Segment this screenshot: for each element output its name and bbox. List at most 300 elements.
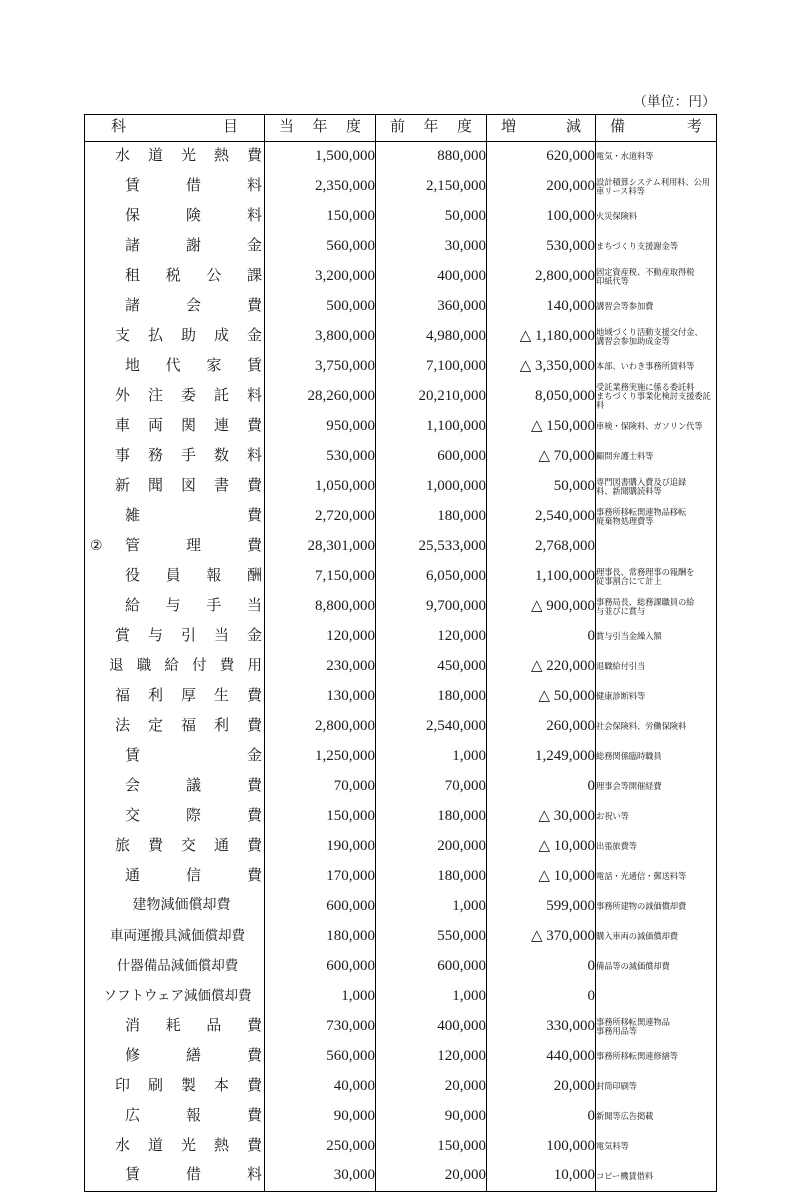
item-label: 地代家賃 <box>125 357 262 374</box>
remark-line: 事務所移転関連修繕等 <box>596 1051 678 1062</box>
remark-line: 電話・光通信・郵送料等 <box>596 871 687 882</box>
cell-previous-year: 180,000 <box>376 502 487 532</box>
table-row <box>85 142 717 172</box>
item-label: 外注委託料 <box>115 387 262 404</box>
cell-remarks <box>596 532 717 562</box>
cell-item <box>85 442 265 472</box>
table-row <box>85 1012 717 1042</box>
cell-item <box>85 622 265 652</box>
table-row <box>85 412 717 442</box>
header-previous-year <box>376 115 487 142</box>
remark-line: 廃棄物処理費等 <box>596 515 654 526</box>
cell-previous-year: 30,000 <box>376 232 487 262</box>
cell-current-year: 1,050,000 <box>265 472 376 502</box>
cell-item <box>85 202 265 232</box>
table-row <box>85 532 717 562</box>
item-label: 賞与引当金 <box>115 627 262 644</box>
cell-item <box>85 982 265 1012</box>
cell-remarks <box>596 652 717 682</box>
cell-change: 0 <box>487 952 596 982</box>
cell-item <box>85 952 265 982</box>
cell-current-year: 7,150,000 <box>265 562 376 592</box>
remark-line: 与並びに賞与 <box>596 605 646 616</box>
table-row <box>85 502 717 532</box>
cell-previous-year: 400,000 <box>376 1012 487 1042</box>
remark-line: 社会保険料、労働保険料 <box>596 721 687 732</box>
item-label: 印刷製本費 <box>115 1077 262 1094</box>
cell-current-year: 30,000 <box>265 1162 376 1192</box>
cell-item <box>85 472 265 502</box>
header-change-label: 増 減 <box>501 119 581 136</box>
table-row <box>85 1072 717 1102</box>
cell-item <box>85 412 265 442</box>
cell-remarks <box>596 1132 717 1162</box>
item-label: 退職給付費用 <box>109 657 262 674</box>
cell-current-year: 28,301,000 <box>265 532 376 562</box>
table-row <box>85 382 717 412</box>
table-row <box>85 952 717 982</box>
cell-item <box>85 1132 265 1162</box>
table-row <box>85 682 717 712</box>
cell-previous-year: 6,050,000 <box>376 562 487 592</box>
cell-previous-year: 150,000 <box>376 1132 487 1162</box>
cell-previous-year: 880,000 <box>376 142 487 172</box>
item-label: 新聞図書費 <box>115 477 262 494</box>
cell-remarks <box>596 382 717 412</box>
cell-change: 2,540,000 <box>487 502 596 532</box>
remark-line: 固定資産税、不動産取得税 <box>596 266 695 277</box>
cell-current-year: 180,000 <box>265 922 376 952</box>
cell-previous-year: 600,000 <box>376 442 487 472</box>
financial-statement-table <box>84 114 717 1192</box>
table-row <box>85 862 717 892</box>
cell-previous-year: 180,000 <box>376 802 487 832</box>
cell-remarks <box>596 502 717 532</box>
item-label: 諸謝金 <box>125 237 262 254</box>
table-row <box>85 472 717 502</box>
table-row <box>85 802 717 832</box>
cell-current-year: 2,800,000 <box>265 712 376 742</box>
cell-change: 1,249,000 <box>487 742 596 772</box>
remark-line: 賞与引当金繰入額 <box>596 631 662 642</box>
table-row <box>85 1102 717 1132</box>
cell-current-year: 70,000 <box>265 772 376 802</box>
cell-change: 8,050,000 <box>487 382 596 412</box>
cell-current-year: 150,000 <box>265 202 376 232</box>
cell-current-year: 130,000 <box>265 682 376 712</box>
item-label: ソフトウェア減価償却費 <box>103 988 252 1004</box>
cell-item <box>85 1072 265 1102</box>
item-label: 旅費交通費 <box>115 837 262 854</box>
cell-item <box>85 142 265 172</box>
cell-remarks <box>596 892 717 922</box>
cell-change: 200,000 <box>487 172 596 202</box>
item-label: 支払助成金 <box>115 327 262 344</box>
cell-change: 440,000 <box>487 1042 596 1072</box>
cell-previous-year: 450,000 <box>376 652 487 682</box>
item-label: 保険料 <box>125 207 262 224</box>
item-label: 諸会費 <box>125 297 262 314</box>
header-current-year <box>265 115 376 142</box>
cell-remarks <box>596 742 717 772</box>
unit-label: （単位：円） <box>633 94 716 109</box>
remark-line: 車リース料等 <box>596 185 645 196</box>
cell-remarks <box>596 1162 717 1192</box>
cell-current-year: 600,000 <box>265 952 376 982</box>
cell-previous-year: 1,000 <box>376 742 487 772</box>
cell-previous-year: 20,000 <box>376 1162 487 1192</box>
cell-previous-year: 1,100,000 <box>376 412 487 442</box>
table-row <box>85 292 717 322</box>
table-row <box>85 592 717 622</box>
cell-item <box>85 922 265 952</box>
table-row <box>85 562 717 592</box>
cell-previous-year: 360,000 <box>376 292 487 322</box>
cell-item <box>85 1162 265 1192</box>
header-change <box>487 115 596 142</box>
cell-previous-year: 50,000 <box>376 202 487 232</box>
cell-previous-year: 180,000 <box>376 862 487 892</box>
cell-previous-year: 120,000 <box>376 1042 487 1072</box>
cell-remarks <box>596 472 717 502</box>
cell-previous-year: 1,000 <box>376 892 487 922</box>
cell-remarks <box>596 622 717 652</box>
cell-item <box>85 832 265 862</box>
cell-item <box>85 592 265 622</box>
item-label: 事務手数料 <box>115 447 262 464</box>
cell-change: △ 10,000 <box>487 832 596 862</box>
cell-change: △ 150,000 <box>487 412 596 442</box>
cell-remarks <box>596 412 717 442</box>
cell-previous-year: 4,980,000 <box>376 322 487 352</box>
remark-line: まちづくり支援謝金等 <box>596 241 678 252</box>
cell-current-year: 3,800,000 <box>265 322 376 352</box>
cell-remarks <box>596 772 717 802</box>
item-marker: ② <box>90 538 103 554</box>
cell-previous-year: 550,000 <box>376 922 487 952</box>
cell-previous-year: 7,100,000 <box>376 352 487 382</box>
remark-line: 地域づくり活動支援交付金、 <box>596 326 703 337</box>
header-previous-year-label: 前 年 度 <box>390 119 472 136</box>
remark-line: 備品等の減価償却費 <box>596 961 670 972</box>
remark-line: 出張旅費等 <box>596 841 637 852</box>
cell-change: 0 <box>487 622 596 652</box>
cell-item <box>85 382 265 412</box>
remark-line: 本部、いわき事務所賃料等 <box>596 361 695 372</box>
cell-current-year: 560,000 <box>265 1042 376 1072</box>
table-row <box>85 922 717 952</box>
cell-item <box>85 322 265 352</box>
cell-change: △ 3,350,000 <box>487 352 596 382</box>
cell-current-year: 730,000 <box>265 1012 376 1042</box>
item-label: 通信費 <box>125 867 262 884</box>
remark-line: 設計積算システム利用料、公用 <box>596 176 710 187</box>
remark-line: コピー機賃借料 <box>596 1170 654 1181</box>
table-row <box>85 442 717 472</box>
cell-item <box>85 712 265 742</box>
table-row <box>85 232 717 262</box>
table-row <box>85 622 717 652</box>
cell-current-year: 950,000 <box>265 412 376 442</box>
cell-current-year: 250,000 <box>265 1132 376 1162</box>
cell-remarks <box>596 952 717 982</box>
remark-line: 印紙代等 <box>596 275 629 286</box>
cell-change: 100,000 <box>487 202 596 232</box>
remark-line: お祝い等 <box>596 811 629 822</box>
remark-line: 顧問弁護士料等 <box>596 451 654 462</box>
cell-remarks <box>596 1042 717 1072</box>
remark-line: 事務所移転関連物品移転 <box>596 506 687 517</box>
item-label: 消耗品費 <box>125 1017 262 1034</box>
cell-remarks <box>596 982 717 1012</box>
cell-change: 140,000 <box>487 292 596 322</box>
cell-previous-year: 70,000 <box>376 772 487 802</box>
header-item-label: 科 目 <box>111 119 238 136</box>
remark-line: 事務所建物の減価償却費 <box>596 901 687 912</box>
cell-item <box>85 1042 265 1072</box>
cell-current-year: 600,000 <box>265 892 376 922</box>
cell-remarks <box>596 172 717 202</box>
cell-current-year: 170,000 <box>265 862 376 892</box>
cell-change: 0 <box>487 1102 596 1132</box>
cell-remarks <box>596 352 717 382</box>
item-label: 広報費 <box>125 1107 262 1124</box>
item-label: 車両関連費 <box>115 417 262 434</box>
cell-change: △ 370,000 <box>487 922 596 952</box>
cell-remarks <box>596 862 717 892</box>
cell-remarks <box>596 802 717 832</box>
cell-remarks <box>596 682 717 712</box>
header-current-year-label: 当 年 度 <box>279 119 361 136</box>
cell-current-year: 230,000 <box>265 652 376 682</box>
cell-current-year: 3,200,000 <box>265 262 376 292</box>
cell-current-year: 28,260,000 <box>265 382 376 412</box>
cell-current-year: 1,000 <box>265 982 376 1012</box>
cell-current-year: 2,350,000 <box>265 172 376 202</box>
cell-item <box>85 172 265 202</box>
item-label: 役員報酬 <box>125 567 262 584</box>
cell-change: △ 70,000 <box>487 442 596 472</box>
item-label: 賃金 <box>125 747 262 764</box>
cell-remarks <box>596 832 717 862</box>
cell-change: △ 900,000 <box>487 592 596 622</box>
cell-remarks <box>596 592 717 622</box>
remark-line: 電気・水道料等 <box>596 151 654 162</box>
item-label: 管理費 <box>125 537 262 554</box>
cell-current-year: 560,000 <box>265 232 376 262</box>
item-label: 車両運搬具減価償却費 <box>110 928 245 944</box>
cell-change: 0 <box>487 772 596 802</box>
cell-remarks <box>596 142 717 172</box>
remark-line: 退職給付引当 <box>596 661 646 672</box>
cell-previous-year: 400,000 <box>376 262 487 292</box>
remark-line: 料、新聞購読料等 <box>596 485 662 496</box>
cell-change: 260,000 <box>487 712 596 742</box>
cell-item <box>85 652 265 682</box>
cell-remarks <box>596 1012 717 1042</box>
cell-remarks <box>596 1102 717 1132</box>
table-row <box>85 742 717 772</box>
cell-change: △ 30,000 <box>487 802 596 832</box>
cell-change: 2,768,000 <box>487 532 596 562</box>
cell-item <box>85 772 265 802</box>
remark-line: 新聞等広告掲載 <box>596 1111 654 1122</box>
cell-previous-year: 1,000 <box>376 982 487 1012</box>
cell-change: 2,800,000 <box>487 262 596 292</box>
cell-change: △ 220,000 <box>487 652 596 682</box>
item-label: 給与手当 <box>125 597 262 614</box>
cell-previous-year: 1,000,000 <box>376 472 487 502</box>
cell-item <box>85 502 265 532</box>
table-row <box>85 652 717 682</box>
cell-item <box>85 352 265 382</box>
cell-remarks <box>596 442 717 472</box>
cell-current-year: 40,000 <box>265 1072 376 1102</box>
table-row <box>85 772 717 802</box>
item-label: 法定福利費 <box>115 717 262 734</box>
remark-line: 総務関係臨時職員 <box>596 751 662 762</box>
table-row <box>85 832 717 862</box>
cell-current-year: 1,250,000 <box>265 742 376 772</box>
item-label: 賃借料 <box>125 177 262 194</box>
cell-change: 620,000 <box>487 142 596 172</box>
cell-current-year: 3,750,000 <box>265 352 376 382</box>
remark-line: 健康診断料等 <box>596 691 646 702</box>
cell-previous-year: 20,210,000 <box>376 382 487 412</box>
table-row <box>85 1042 717 1072</box>
cell-current-year: 8,800,000 <box>265 592 376 622</box>
remark-line: 電気料等 <box>596 1141 629 1152</box>
remark-line: 専門図書購入費及び追録 <box>596 476 687 487</box>
table-row <box>85 322 717 352</box>
remark-line: 理事会等開催経費 <box>596 781 662 792</box>
remark-line: 封筒印刷等 <box>596 1081 637 1092</box>
cell-remarks <box>596 1072 717 1102</box>
header-item <box>85 115 265 142</box>
table-row <box>85 1132 717 1162</box>
cell-change: 1,100,000 <box>487 562 596 592</box>
table-row <box>85 172 717 202</box>
cell-change: 50,000 <box>487 472 596 502</box>
cell-change: 330,000 <box>487 1012 596 1042</box>
cell-item <box>85 1102 265 1132</box>
cell-item <box>85 892 265 922</box>
item-label: 雑費 <box>125 507 262 524</box>
item-label: 水道光熱費 <box>115 1137 262 1154</box>
item-label: 会議費 <box>125 777 262 794</box>
cell-remarks <box>596 712 717 742</box>
cell-remarks <box>596 562 717 592</box>
cell-previous-year: 25,533,000 <box>376 532 487 562</box>
table-row <box>85 262 717 292</box>
cell-item <box>85 262 265 292</box>
item-label: 交際費 <box>125 807 262 824</box>
table-row <box>85 352 717 382</box>
header-remarks <box>596 115 717 142</box>
table-row <box>85 982 717 1012</box>
cell-change: △ 10,000 <box>487 862 596 892</box>
cell-remarks <box>596 292 717 322</box>
cell-change: 0 <box>487 982 596 1012</box>
table-body <box>85 142 717 1192</box>
cell-previous-year: 180,000 <box>376 682 487 712</box>
cell-previous-year: 2,150,000 <box>376 172 487 202</box>
cell-current-year: 190,000 <box>265 832 376 862</box>
cell-previous-year: 2,540,000 <box>376 712 487 742</box>
cell-remarks <box>596 232 717 262</box>
cell-change: 599,000 <box>487 892 596 922</box>
table-row <box>85 202 717 232</box>
cell-previous-year: 200,000 <box>376 832 487 862</box>
cell-item <box>85 1012 265 1042</box>
cell-current-year: 1,500,000 <box>265 142 376 172</box>
cell-current-year: 500,000 <box>265 292 376 322</box>
cell-item <box>85 532 265 562</box>
item-label: 什器備品減価償却費 <box>116 958 239 974</box>
remark-line: 事務所移転関連物品 <box>596 1016 670 1027</box>
cell-change: 530,000 <box>487 232 596 262</box>
item-label: 水道光熱費 <box>115 147 262 164</box>
remark-line: 購入車両の減価償却費 <box>596 931 678 942</box>
cell-current-year: 2,720,000 <box>265 502 376 532</box>
table-header <box>85 115 717 142</box>
cell-item <box>85 292 265 322</box>
cell-item <box>85 862 265 892</box>
table-row <box>85 892 717 922</box>
remark-line: 講習会等参加費 <box>596 301 654 312</box>
cell-item <box>85 742 265 772</box>
cell-current-year: 530,000 <box>265 442 376 472</box>
cell-item <box>85 682 265 712</box>
remark-line: 受託業務実施に係る委託料 <box>596 382 695 393</box>
cell-remarks <box>596 322 717 352</box>
cell-previous-year: 20,000 <box>376 1072 487 1102</box>
cell-current-year: 150,000 <box>265 802 376 832</box>
cell-remarks <box>596 202 717 232</box>
table-row <box>85 1162 717 1192</box>
cell-change: 20,000 <box>487 1072 596 1102</box>
cell-current-year: 90,000 <box>265 1102 376 1132</box>
item-label: 建物減価償却費 <box>132 898 231 914</box>
financial-table-wrapper <box>84 114 716 1192</box>
remark-line: まちづくり事業化検討支援委託料 <box>596 391 711 410</box>
cell-change: △ 1,180,000 <box>487 322 596 352</box>
cell-change: 100,000 <box>487 1132 596 1162</box>
remark-line: 従事割合にて計上 <box>596 575 662 586</box>
cell-remarks <box>596 922 717 952</box>
header-remarks-label: 備 考 <box>610 119 702 136</box>
cell-previous-year: 90,000 <box>376 1102 487 1132</box>
cell-previous-year: 9,700,000 <box>376 592 487 622</box>
item-label: 租税公課 <box>125 267 262 284</box>
remark-line: 事務局長、総務課職員の給 <box>596 596 695 607</box>
cell-item <box>85 562 265 592</box>
item-label: 修繕費 <box>125 1047 262 1064</box>
remark-line: 火災保険料 <box>596 211 637 222</box>
remark-line: 講習会参加助成金等 <box>596 335 670 346</box>
cell-previous-year: 600,000 <box>376 952 487 982</box>
table-row <box>85 712 717 742</box>
cell-item <box>85 232 265 262</box>
cell-current-year: 120,000 <box>265 622 376 652</box>
cell-change: △ 50,000 <box>487 682 596 712</box>
header-row <box>85 115 717 142</box>
item-label: 賃借料 <box>125 1167 262 1184</box>
cell-previous-year: 120,000 <box>376 622 487 652</box>
item-label: 福利厚生費 <box>115 687 262 704</box>
cell-item <box>85 802 265 832</box>
remark-line: 車検・保険料、ガソリン代等 <box>596 421 703 432</box>
